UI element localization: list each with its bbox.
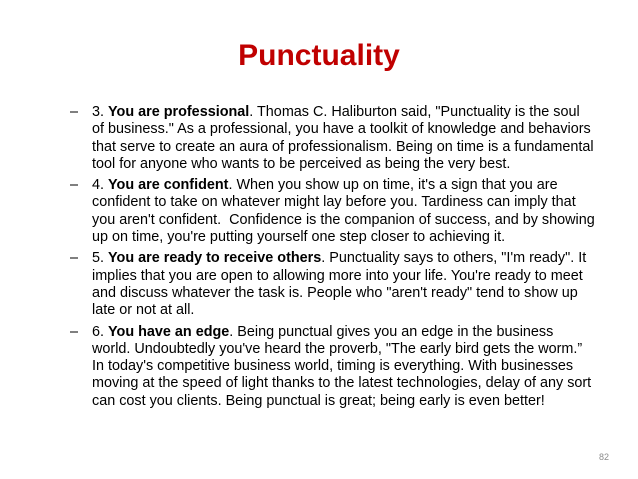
bullet-item	[70, 177, 599, 246]
item-label: You are professional	[108, 104, 250, 120]
bullet-item	[70, 324, 595, 410]
bullet-dash: –	[70, 250, 79, 267]
bullet-list	[70, 104, 599, 414]
item-number: 5.	[92, 250, 108, 267]
bullet-dash: –	[70, 104, 79, 120]
bullet-dash: –	[70, 323, 79, 340]
item-number: 4.	[92, 177, 108, 194]
item-label: You are confident	[108, 177, 229, 194]
bullet-item	[70, 250, 595, 319]
item-text: . Punctuality says to others, "I'm ready". It implies that you are open to allowing more into your life. You're ready to meet and discuss whatever the task is. People who "aren't ready" tend to show up late or not at all.	[92, 250, 591, 319]
bullet-dash: –	[70, 177, 79, 194]
item-number: 3.	[92, 104, 108, 120]
item-label: You have an edge	[108, 323, 230, 340]
item-text: . Thomas C. Haliburton said, "Punctuality is the soul of business." As a professional, you have a toolkit of knowledge and behaviors that serve to create an aura of professionalism. Being on time is a fundamental tool for anyone who wants to be perceived as being the very best.	[92, 104, 598, 172]
page-number: 82	[598, 452, 609, 462]
item-text: . Being punctual gives you an edge in the business world. Undoubtedly you've heard the proverb, "The early bird gets the worm.” In today's competitive business world, timing is everything. With businesses moving at the speed of light thanks to the latest technologies, delay of any sort can cost you clients. Being punctual is great; being early is even better!	[92, 323, 596, 409]
item-number: 6.	[92, 323, 108, 340]
item-label: You are ready to receive others	[108, 250, 322, 267]
bullet-item	[70, 104, 598, 173]
slide-title: Punctuality	[238, 39, 400, 72]
item-text: . When you show up on time, it's a sign that you are confident to take on whatever might lay before you. Tardiness can imply that you aren't confident. Confidence is the companion of success, and by showing up on time, you're putting yourself one step closer to achieving it.	[92, 177, 599, 246]
